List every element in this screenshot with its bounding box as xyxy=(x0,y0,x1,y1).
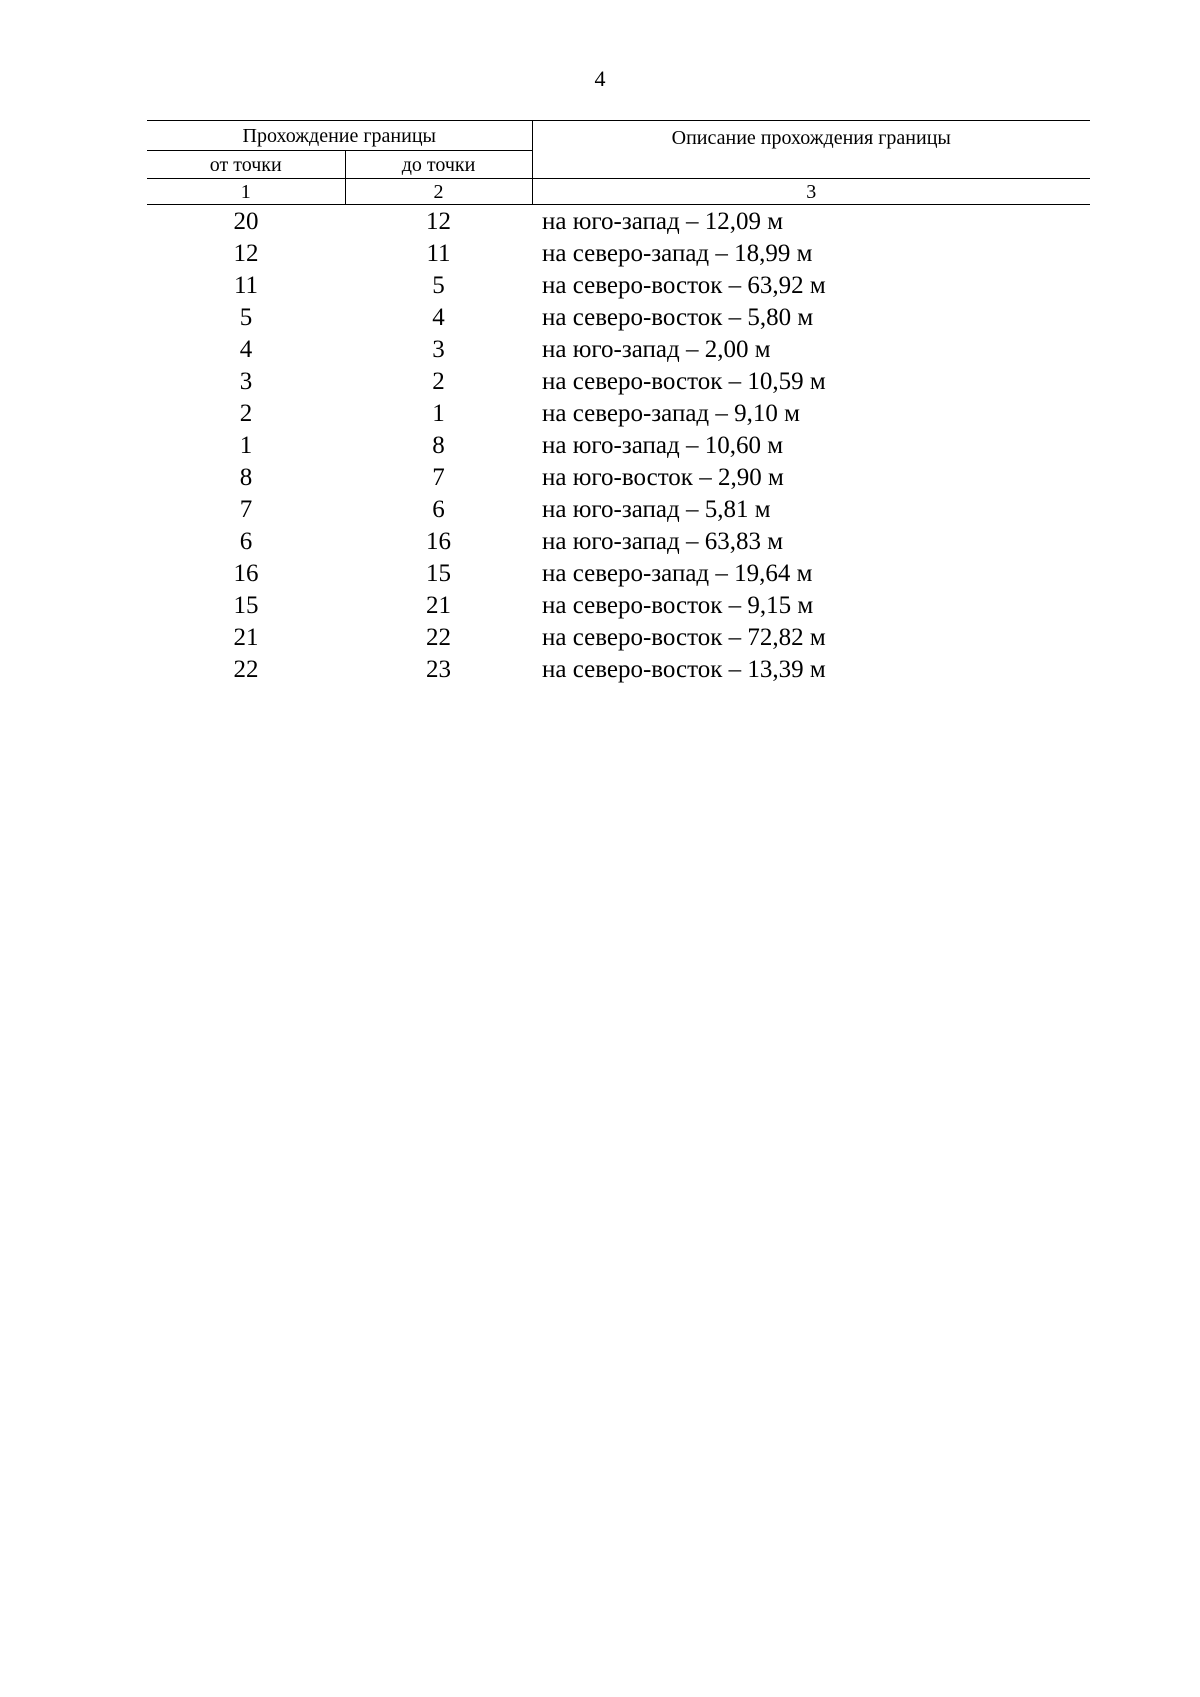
cell-from-point: 1 xyxy=(239,431,253,459)
cell-to-point: 12 xyxy=(426,207,451,235)
cell-to-point: 15 xyxy=(426,559,451,587)
cell-description: на юго-запад – 12,09 м xyxy=(542,207,784,235)
cell-description: на юго-запад – 63,83 м xyxy=(542,527,784,555)
cell-from-point: 12 xyxy=(233,239,259,267)
cell-to-point: 3 xyxy=(432,335,445,363)
cell-from-point: 7 xyxy=(239,495,253,523)
cell-from-point: 5 xyxy=(239,303,253,331)
cell-from-point: 21 xyxy=(233,623,259,651)
table-row xyxy=(147,429,1090,461)
cell-description: на северо-восток – 10,59 м xyxy=(542,367,826,395)
cell-to-point: 21 xyxy=(426,591,451,619)
column-number-3: 3 xyxy=(532,179,1090,205)
table-row xyxy=(147,269,1090,301)
table-row xyxy=(147,397,1090,429)
table-row xyxy=(147,365,1090,397)
cell-to-point: 11 xyxy=(426,239,451,267)
header-boundary-passage: Прохождение границы xyxy=(147,121,532,151)
cell-from-point: 11 xyxy=(233,271,259,299)
cell-from-point: 16 xyxy=(233,559,259,587)
cell-from-point: 3 xyxy=(239,367,253,395)
cell-from-point: 22 xyxy=(233,655,259,683)
cell-description: на юго-запад – 10,60 м xyxy=(542,431,784,459)
cell-description: на северо-восток – 72,82 м xyxy=(542,623,826,651)
header-from-point: от точки xyxy=(147,151,345,179)
cell-description: на северо-восток – 63,92 м xyxy=(542,271,826,299)
cell-to-point: 2 xyxy=(432,367,445,395)
cell-from-point: 4 xyxy=(239,335,253,363)
cell-to-point: 23 xyxy=(426,655,451,683)
column-number-2: 2 xyxy=(345,179,532,205)
page-number: 4 xyxy=(594,66,606,91)
table-row xyxy=(147,557,1090,589)
cell-from-point: 2 xyxy=(239,399,253,427)
cell-from-point: 20 xyxy=(233,207,259,235)
table-row xyxy=(147,493,1090,525)
cell-description: на северо-восток – 9,15 м xyxy=(542,591,814,619)
header-description: Описание прохождения границы xyxy=(532,121,1090,179)
table-row xyxy=(147,301,1090,333)
header-to-point: до точки xyxy=(345,151,532,179)
cell-from-point: 15 xyxy=(233,591,259,619)
cell-description: на северо-восток – 5,80 м xyxy=(542,303,814,331)
table-row xyxy=(147,461,1090,493)
cell-description: на северо-запад – 19,64 м xyxy=(542,559,813,587)
cell-description: на северо-восток – 13,39 м xyxy=(542,655,826,683)
cell-description: на юго-запад – 5,81 м xyxy=(542,495,771,523)
cell-to-point: 6 xyxy=(432,495,445,523)
table-header xyxy=(147,121,1090,205)
cell-to-point: 8 xyxy=(432,431,445,459)
cell-description: на юго-запад – 2,00 м xyxy=(542,335,771,363)
cell-from-point: 8 xyxy=(239,463,253,491)
cell-to-point: 16 xyxy=(426,527,451,555)
cell-to-point: 1 xyxy=(432,399,445,427)
cell-to-point: 7 xyxy=(432,463,445,491)
cell-description: на северо-запад – 9,10 м xyxy=(542,399,800,427)
table-body xyxy=(147,205,1090,686)
table-row xyxy=(147,653,1090,685)
cell-description: на юго-восток – 2,90 м xyxy=(542,463,784,491)
table-row xyxy=(147,621,1090,653)
cell-to-point: 5 xyxy=(432,271,445,299)
cell-to-point: 4 xyxy=(432,303,445,331)
cell-from-point: 6 xyxy=(239,527,253,555)
table-row xyxy=(147,525,1090,557)
table-row xyxy=(147,205,1090,238)
table-row xyxy=(147,333,1090,365)
cell-description: на северо-запад – 18,99 м xyxy=(542,239,813,267)
cell-to-point: 22 xyxy=(426,623,451,651)
column-number-1: 1 xyxy=(147,179,345,205)
table-row xyxy=(147,237,1090,269)
boundary-table xyxy=(147,120,1090,685)
table-row xyxy=(147,589,1090,621)
